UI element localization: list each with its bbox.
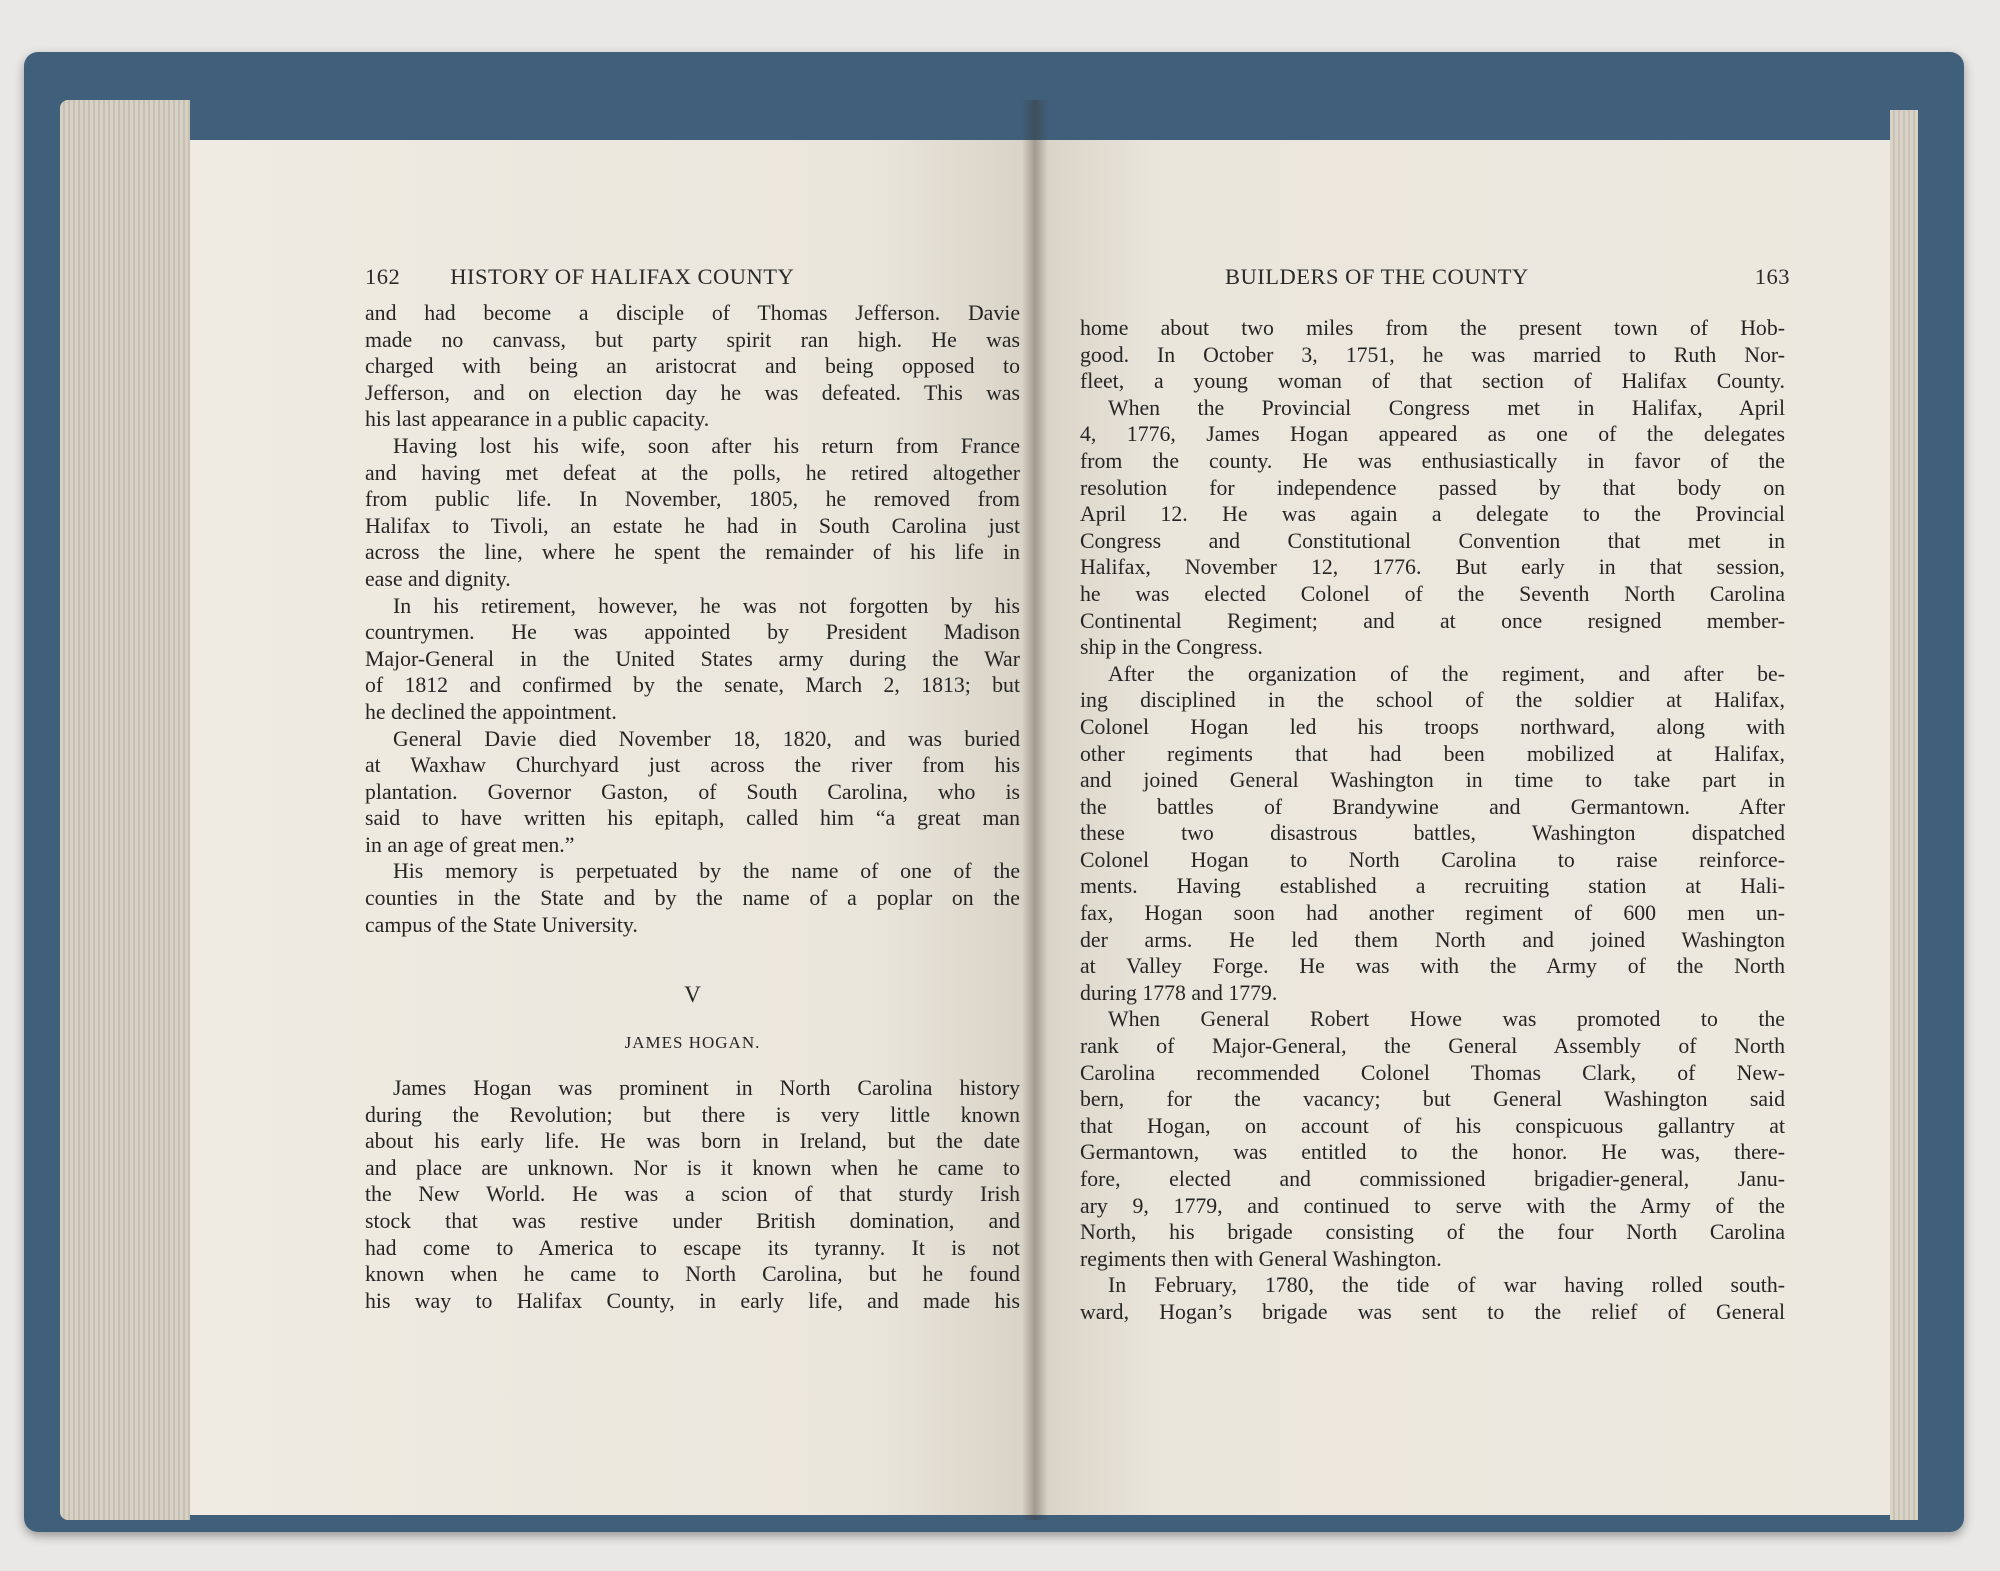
text-line: countrymen. He was appointed by President Madison (365, 620, 1020, 645)
text-line: that Hogan, on account of his conspicuous gallantry at (1080, 1113, 1785, 1138)
text-line: plantation. Governor Gaston, of South Carolina, who is (365, 779, 1020, 804)
section-title: JAMES HOGAN. (624, 1033, 761, 1052)
text-line: bern, for the vacancy; but General Washington said (1080, 1087, 1785, 1112)
text-line: and had become a disciple of Thomas Jefferson. Davie (365, 301, 1020, 325)
text-line: his last appearance in a public capacity. (365, 407, 710, 432)
text-line: and joined General Washington in time to take part in (1080, 768, 1785, 793)
text-line: in an age of great men.” (365, 832, 575, 857)
text-line: ing disciplined in the school of the soldier at Halifax, (1080, 688, 1785, 713)
text-line: der arms. He led them North and joined Washington (1080, 927, 1785, 952)
text-line: campus of the State University. (365, 912, 638, 937)
page-number-right: 163 (1754, 264, 1790, 289)
left-body-text-bottom (365, 1075, 1020, 1314)
text-line: resolution for independence passed by that body on (1080, 475, 1785, 500)
text-line: during 1778 and 1779. (1080, 980, 1278, 1005)
text-line: fleet, a young woman of that section of Halifax County. (1080, 369, 1785, 394)
left-page (190, 140, 1035, 1515)
text-line: and having met defeat at the polls, he retired altogether (365, 460, 1020, 485)
text-line: ward, Hogan’s brigade was sent to the relief of General (1080, 1299, 1785, 1324)
text-line: rank of Major-General, the General Assembly of North (1080, 1034, 1785, 1059)
right-running-head (1225, 264, 1790, 290)
text-line: these two disastrous battles, Washington dispatched (1080, 821, 1785, 846)
text-line: charged with being an aristocrat and being opposed to (365, 354, 1020, 379)
text-line: said to have written his epitaph, called him “a great man (365, 806, 1020, 831)
text-line: the New World. He was a scion of that sturdy Irish (365, 1182, 1020, 1207)
text-line: After the organization of the regiment, and after be- (1108, 661, 1785, 686)
text-line: Major-General in the United States army during the War (365, 646, 1020, 671)
text-line: Colonel Hogan led his troops northward, along with (1080, 714, 1785, 739)
page-edges-right (1890, 110, 1918, 1520)
text-line: Congress and Constitutional Convention that met in (1080, 528, 1785, 553)
text-line: stock that was restive under British domination, and (365, 1208, 1020, 1233)
text-line: had come to America to escape its tyranny. It is not (365, 1235, 1020, 1260)
text-line: ments. Having established a recruiting station at Hali- (1080, 874, 1785, 899)
text-line: Halifax, November 12, 1776. But early in that session, (1080, 555, 1785, 580)
right-body-text (1080, 315, 1785, 1326)
text-line: counties in the State and by the name of a poplar on the (365, 886, 1020, 911)
text-line: he declined the appointment. (365, 699, 617, 724)
text-line: at Valley Forge. He was with the Army of the North (1080, 954, 1785, 979)
right-page (1035, 140, 1890, 1515)
page-number-left: 162 (365, 264, 401, 289)
text-line: and place are unknown. Nor is it known when he came to (365, 1155, 1020, 1180)
text-line: of 1812 and confirmed by the senate, March 2, 1813; but (365, 673, 1020, 698)
text-line: When the Provincial Congress met in Halifax, April (1108, 395, 1785, 420)
text-line: from public life. In November, 1805, he removed from (365, 487, 1020, 512)
text-line: In February, 1780, the tide of war having rolled south- (1108, 1273, 1785, 1298)
text-line: during the Revolution; but there is very little known (365, 1102, 1020, 1127)
text-line: fore, elected and commissioned brigadier-general, Janu- (1080, 1167, 1785, 1191)
text-line: from the county. He was enthusiastically in favor of the (1080, 448, 1785, 473)
text-line: known when he came to North Carolina, but he found (365, 1262, 1020, 1287)
text-line: Having lost his wife, soon after his return from France (393, 433, 1020, 458)
text-line: Halifax to Tivoli, an estate he had in South Carolina just (365, 513, 1020, 538)
text-line: In his retirement, however, he was not forgotten by his (393, 593, 1020, 618)
text-line: 4, 1776, James Hogan appeared as one of the delegates (1080, 422, 1785, 447)
book-gutter (1022, 100, 1048, 1520)
text-line: good. In October 3, 1751, he was married to Ruth Nor- (1080, 342, 1785, 367)
text-line: April 12. He was again a delegate to the Provincial (1080, 502, 1785, 527)
section-number: V (684, 982, 701, 1007)
text-line: Colonel Hogan to North Carolina to raise reinforce- (1080, 847, 1785, 872)
text-line: other regiments that had been mobilized at Halifax, (1080, 741, 1785, 766)
text-line: the battles of Brandywine and Germantown. After (1080, 794, 1785, 819)
text-line: ease and dignity. (365, 566, 511, 591)
running-head-title-right: BUILDERS OF THE COUNTY (1225, 264, 1529, 289)
running-head-title-left: HISTORY OF HALIFAX COUNTY (450, 264, 795, 289)
text-line: home about two miles from the present town of Hob- (1080, 316, 1785, 340)
text-line: Jefferson, and on election day he was defeated. This was (365, 380, 1020, 405)
text-line: he was elected Colonel of the Seventh North Carolina (1080, 581, 1785, 606)
text-line: Germantown, was entitled to the honor. He was, there- (1080, 1140, 1785, 1165)
text-line: Continental Regiment; and at once resigned member- (1080, 608, 1785, 633)
text-line: about his early life. He was born in Ireland, but the date (365, 1129, 1020, 1154)
text-line: at Waxhaw Churchyard just across the river from his (365, 753, 1020, 778)
left-body-text-top (365, 300, 1020, 938)
text-line: Carolina recommended Colonel Thomas Clark, of New- (1080, 1060, 1785, 1085)
text-line: General Davie died November 18, 1820, and was buried (393, 726, 1020, 751)
text-line: fax, Hogan soon had another regiment of 600 men un- (1080, 901, 1785, 926)
text-line: North, his brigade consisting of the four North Carolina (1080, 1220, 1785, 1245)
text-line: ship in the Congress. (1080, 635, 1263, 660)
text-line: When General Robert Howe was promoted to the (1108, 1007, 1785, 1032)
page-edges-left (60, 100, 190, 1520)
text-line: regiments then with General Washington. (1080, 1246, 1442, 1271)
text-line: James Hogan was prominent in North Carolina history (393, 1076, 1020, 1100)
left-running-head (365, 264, 1030, 290)
text-line: across the line, where he spent the remainder of his life in (365, 540, 1020, 565)
text-line: His memory is perpetuated by the name of one of the (393, 859, 1020, 884)
text-line: his way to Halifax County, in early life, and made his (365, 1288, 1020, 1313)
text-line: ary 9, 1779, and continued to serve with the Army of the (1080, 1193, 1785, 1218)
text-line: made no canvass, but party spirit ran high. He was (365, 327, 1020, 352)
